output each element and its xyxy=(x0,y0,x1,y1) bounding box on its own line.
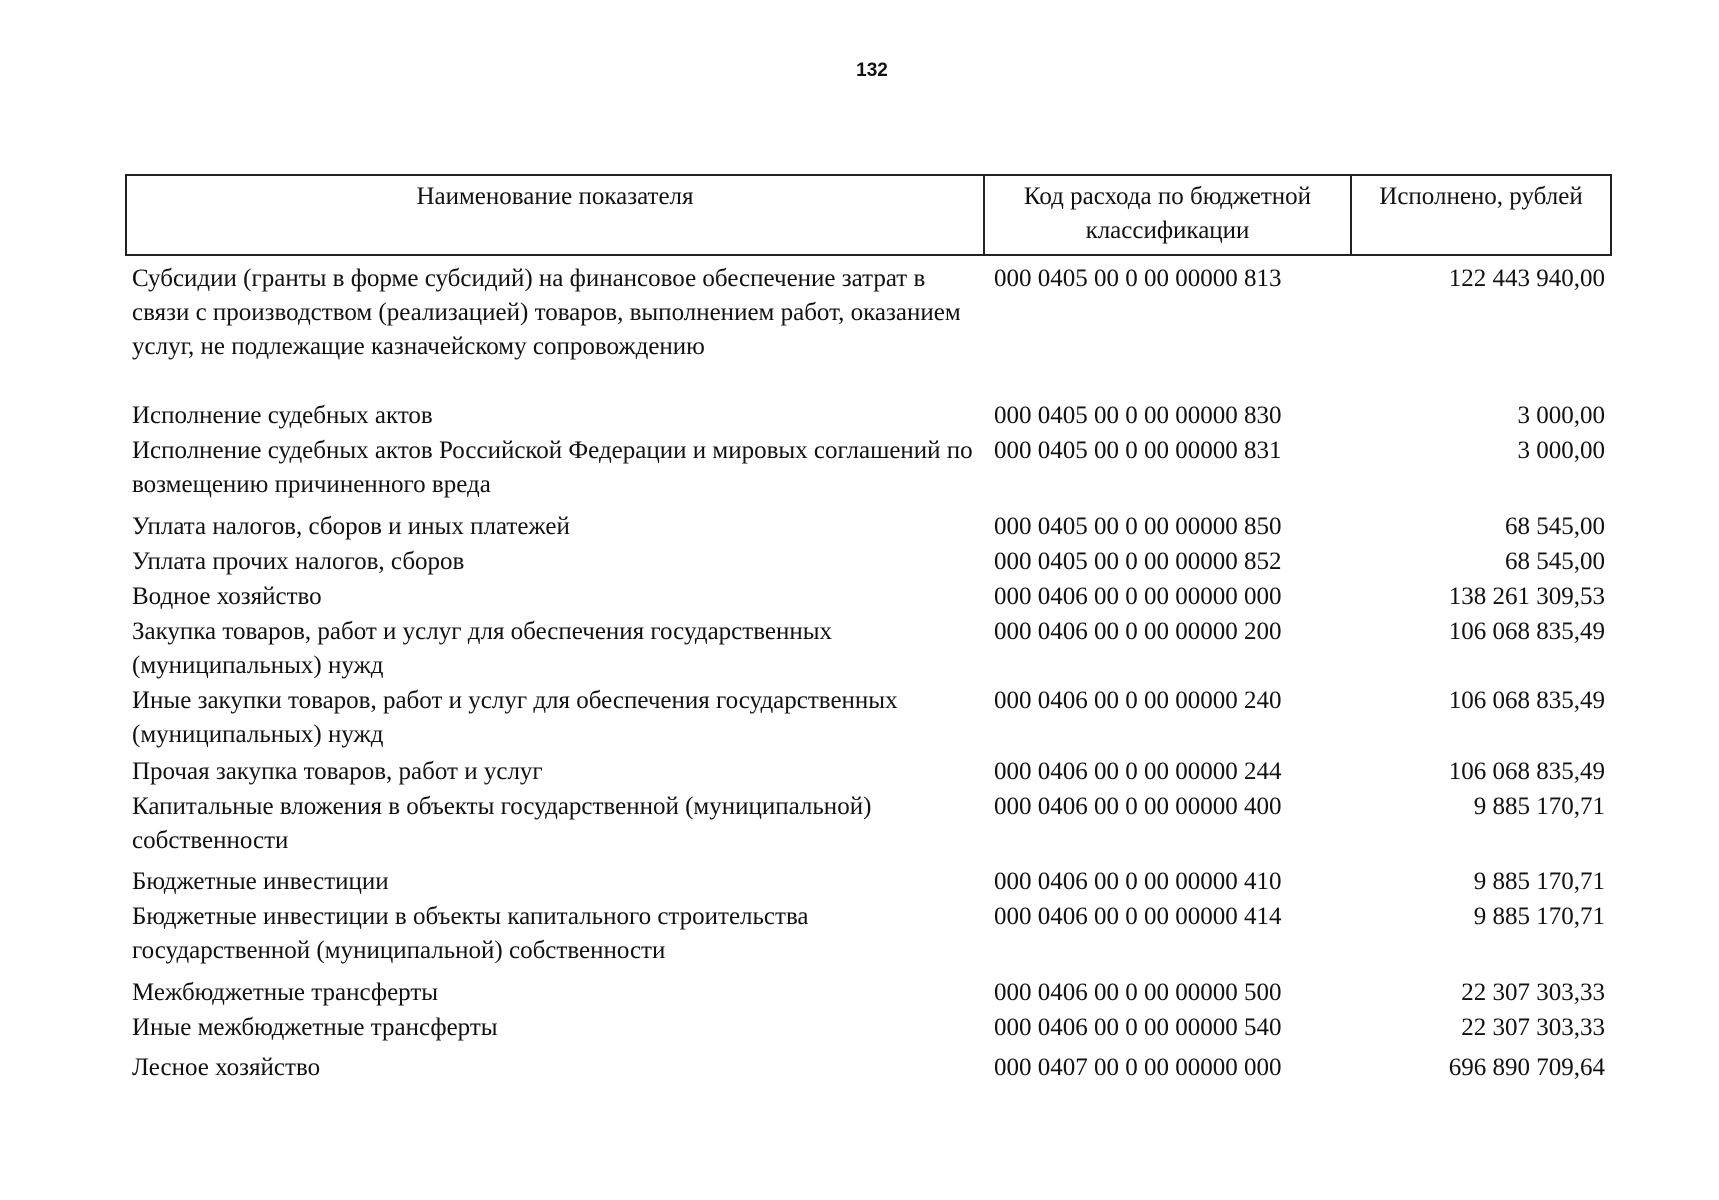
table-row xyxy=(126,790,1611,865)
row-code: 000 0406 00 0 00 00000 400 xyxy=(994,793,1282,820)
row-code: 000 0406 00 0 00 00000 200 xyxy=(994,618,1282,645)
row-code: 000 0406 00 0 00 00000 500 xyxy=(994,979,1282,1006)
table-row xyxy=(126,900,1611,976)
row-name: Межбюджетные трансферты xyxy=(132,979,439,1006)
table-row xyxy=(126,615,1611,684)
row-amount: 106 068 835,49 xyxy=(1448,618,1605,645)
expenditure-table xyxy=(125,174,1612,1086)
header-amount: Исполнено, рублей xyxy=(1351,175,1611,255)
table-row xyxy=(126,976,1611,1011)
row-code: 000 0405 00 0 00 00000 850 xyxy=(994,513,1282,540)
row-code: 000 0406 00 0 00 00000 240 xyxy=(994,687,1282,714)
row-amount: 22 307 303,33 xyxy=(1461,979,1605,1006)
row-code: 000 0406 00 0 00 00000 540 xyxy=(994,1014,1282,1041)
row-amount: 138 261 309,53 xyxy=(1448,583,1605,610)
row-name: Бюджетные инвестиции xyxy=(132,868,389,895)
row-code: 000 0405 00 0 00 00000 831 xyxy=(994,437,1282,464)
table-row xyxy=(126,255,1611,399)
row-name: Водное хозяйство xyxy=(132,583,322,610)
table-row xyxy=(126,580,1611,615)
row-code: 000 0405 00 0 00 00000 830 xyxy=(994,402,1282,429)
row-name: Исполнение судебных актов Российской Федерации и мировых соглашений по возмещению причиненного вреда xyxy=(132,437,973,498)
row-name: Бюджетные инвестиции в объекты капитального строительства государственной (муниципальной) собственности xyxy=(132,903,809,964)
table-row xyxy=(126,434,1611,510)
row-amount: 3 000,00 xyxy=(1517,437,1605,464)
row-amount: 106 068 835,49 xyxy=(1448,758,1605,785)
table-row xyxy=(126,755,1611,790)
table-row xyxy=(126,545,1611,580)
row-name: Иные межбюджетные трансферты xyxy=(132,1014,498,1041)
table-row xyxy=(126,510,1611,545)
header-name: Наименование показателя xyxy=(126,175,984,255)
row-code: 000 0407 00 0 00 00000 000 xyxy=(994,1054,1282,1081)
row-name: Прочая закупка товаров, работ и услуг xyxy=(132,758,543,785)
row-amount: 696 890 709,64 xyxy=(1448,1054,1605,1081)
row-code: 000 0405 00 0 00 00000 813 xyxy=(994,265,1282,292)
row-code: 000 0406 00 0 00 00000 410 xyxy=(994,868,1282,895)
table-row xyxy=(126,1051,1611,1086)
row-name: Уплата прочих налогов, сборов xyxy=(132,548,465,575)
row-code: 000 0405 00 0 00 00000 852 xyxy=(994,548,1282,575)
row-amount: 9 885 170,71 xyxy=(1473,793,1605,820)
row-name: Иные закупки товаров, работ и услуг для обеспечения государственных (муниципальных) нужд xyxy=(132,687,898,748)
row-name: Субсидии (гранты в форме субсидий) на финансовое обеспечение затрат в связи с производством (реализацией) товаров, выполнением работ, оказанием услуг, не подлежащие казначейскому сопровождению xyxy=(132,265,961,360)
row-amount: 9 885 170,71 xyxy=(1473,868,1605,895)
row-amount: 22 307 303,33 xyxy=(1461,1014,1605,1041)
header-code: Код расхода по бюджетной классификации xyxy=(984,175,1351,255)
row-amount: 68 545,00 xyxy=(1505,513,1605,540)
page-number: 132 xyxy=(856,60,888,81)
table-row xyxy=(126,1011,1611,1051)
row-amount: 68 545,00 xyxy=(1505,548,1605,575)
table-row xyxy=(126,399,1611,434)
table-header-row xyxy=(126,175,1611,255)
table-row xyxy=(126,684,1611,755)
row-amount: 122 443 940,00 xyxy=(1448,265,1605,292)
row-amount: 9 885 170,71 xyxy=(1473,903,1605,930)
row-name: Уплата налогов, сборов и иных платежей xyxy=(132,513,570,540)
row-code: 000 0406 00 0 00 00000 000 xyxy=(994,583,1282,610)
table-row xyxy=(126,865,1611,900)
row-name: Лесное хозяйство xyxy=(132,1054,321,1081)
row-code: 000 0406 00 0 00 00000 414 xyxy=(994,903,1282,930)
row-amount: 3 000,00 xyxy=(1517,402,1605,429)
row-name: Капитальные вложения в объекты государственной (муниципальной) собственности xyxy=(132,793,872,854)
row-name: Закупка товаров, работ и услуг для обеспечения государственных (муниципальных) нужд xyxy=(132,618,833,679)
row-amount: 106 068 835,49 xyxy=(1448,687,1605,714)
row-code: 000 0406 00 0 00 00000 244 xyxy=(994,758,1282,785)
row-name: Исполнение судебных актов xyxy=(132,402,433,429)
